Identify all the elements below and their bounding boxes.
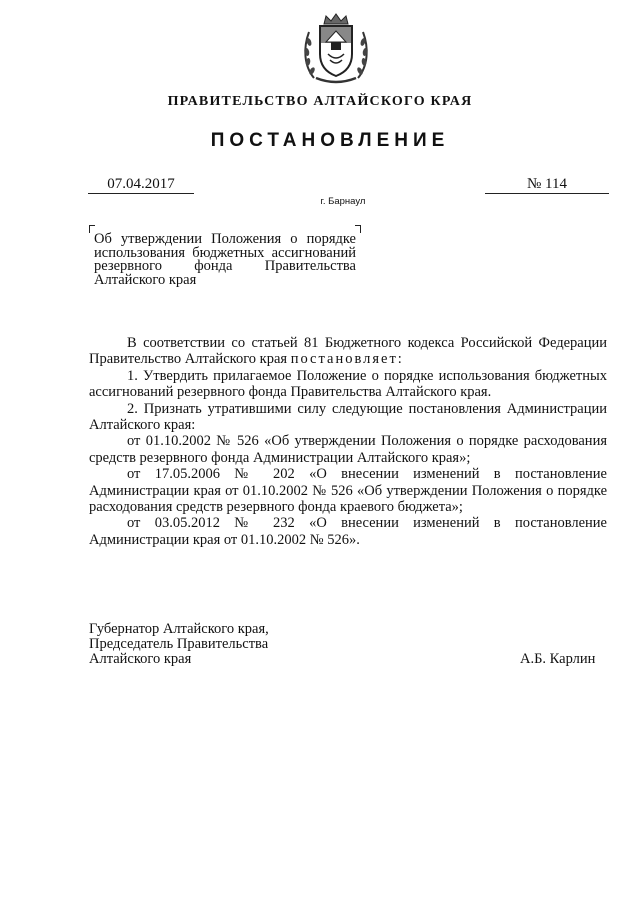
signer-position-line: Председатель Правительства (89, 636, 269, 652)
document-city: г. Барнаул (320, 196, 366, 207)
body-intro (89, 335, 607, 368)
repealed-act-1: от 01.10.2002 № 526 «Об утверждении Положения о порядке расходования средств резервного фонда Администрации Алтайского края»; (89, 433, 607, 466)
signer-name: А.Б. Карлин (520, 651, 596, 667)
document-subject: Об утверждении Положения о порядке использования бюджетных ассигнований резервного фонда Правительства Алтайского края (94, 231, 356, 288)
signer-position-line: Губернатор Алтайского края, (89, 621, 269, 637)
document-number: № 114 (485, 176, 609, 194)
body-item-2: 2. Признать утратившими силу следующие постановления Администрации Алтайского края: (89, 400, 607, 434)
document-date: 07.04.2017 (88, 176, 194, 194)
document-type-title: ПОСТАНОВЛЕНИЕ (210, 130, 450, 151)
intro-decree-word: постановляет: (290, 351, 404, 368)
repealed-act-3: от 03.05.2012 № 232 «О внесении изменений в постановление Администрации края от 01.10.2002 № 526». (89, 515, 607, 548)
government-title: ПРАВИТЕЛЬСТВО АЛТАЙСКОГО КРАЯ (167, 94, 473, 109)
document-body (89, 335, 607, 548)
body-item-1: 1. Утвердить прилагаемое Положение о порядке использования бюджетных ассигнований резервного фонда Правительства Алтайского края. (89, 367, 607, 401)
intro-text: В соответствии со статьей 81 Бюджетного кодекса Российской Федерации Правительство Алтайского края (89, 335, 607, 368)
signer-position-line: Алтайского края (89, 651, 192, 667)
altai-krai-coat-of-arms-icon (300, 12, 372, 90)
signer-position (89, 622, 309, 667)
repealed-act-2: от 17.05.2006 № 202 «О внесении изменений в постановление Администрации края от 01.10.2002 № 526 «Об утверждении Положения о порядке расходования средств резервного фонда краевого бюджета»; (89, 466, 607, 516)
